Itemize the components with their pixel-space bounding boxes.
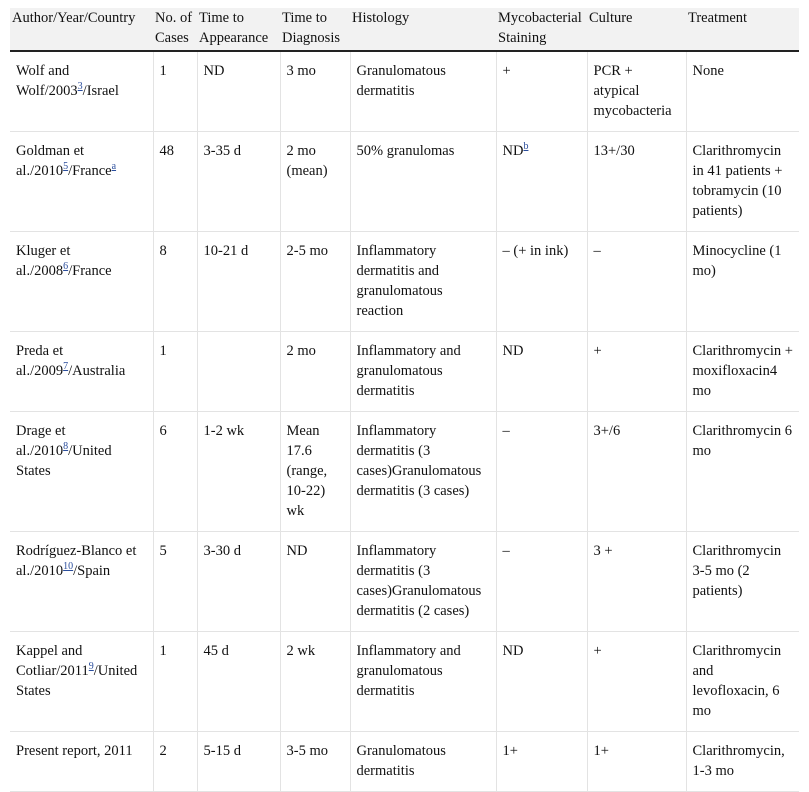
diagnosis-cell: 3-5 mo [280, 732, 350, 792]
treatment-cell: None [686, 51, 799, 132]
histology-cell: 50% granulomas [350, 132, 496, 232]
header-appearance: Time to Appearance [197, 8, 280, 51]
appearance-cell: 5-15 d [197, 732, 280, 792]
histology-cell: Inflammatory and granulomatous dermatitis [350, 632, 496, 732]
reference-link[interactable]: 7 [63, 361, 69, 373]
diagnosis-cell: 2 mo (mean) [280, 132, 350, 232]
cases-cell: 8 [153, 232, 197, 332]
diagnosis-cell: 2-5 mo [280, 232, 350, 332]
treatment-cell: Clarithromycin in 41 patients + tobramycin (10 patients) [686, 132, 799, 232]
culture-cell: + [587, 632, 686, 732]
cases-cell: 1 [153, 332, 197, 412]
staining-cell [496, 632, 587, 732]
diagnosis-cell: 3 mo [280, 51, 350, 132]
staining-cell [496, 51, 587, 132]
reference-link[interactable]: 5 [63, 161, 69, 173]
cases-cell: 2 [153, 732, 197, 792]
author-cell [10, 132, 153, 232]
author-cell [10, 332, 153, 412]
header-author: Author/Year/Country [10, 8, 153, 51]
author-country: /Israel [82, 83, 119, 99]
treatment-cell: Clarithromycin + moxifloxacin4 mo [686, 332, 799, 412]
staining-cell [496, 412, 587, 532]
treatment-cell: Clarithromycin 6 mo [686, 412, 799, 532]
header-treatment: Treatment [686, 8, 799, 51]
author-cell [10, 732, 153, 792]
appearance-cell: 45 d [197, 632, 280, 732]
cases-cell: 1 [153, 51, 197, 132]
author-name: Rodríguez-Blanco et al./2010 [16, 543, 137, 579]
author-country: /France [68, 263, 112, 279]
appearance-cell [197, 332, 280, 412]
author-country: /Australia [68, 363, 126, 379]
appearance-cell: 10-21 d [197, 232, 280, 332]
author-name: Present report, 2011 [16, 743, 133, 759]
appearance-cell: 3-30 d [197, 532, 280, 632]
author-name: Goldman et al./2010 [16, 143, 85, 179]
culture-cell: + [587, 332, 686, 412]
treatment-cell: Clarithromycin 3-5 mo (2 patients) [686, 532, 799, 632]
diagnosis-cell: 2 wk [280, 632, 350, 732]
treatment-cell: Clarithromycin and levofloxacin, 6 mo [686, 632, 799, 732]
header-row [10, 8, 799, 51]
culture-cell: 3 + [587, 532, 686, 632]
footnote-sup [112, 161, 116, 172]
table-header [10, 8, 799, 51]
table-row [10, 412, 799, 532]
cases-cell: 6 [153, 412, 197, 532]
case-table-container [10, 8, 799, 792]
treatment-cell: Clarithromycin, 1-3 mo [686, 732, 799, 792]
histology-cell: Inflammatory and granulomatous dermatitis [350, 332, 496, 412]
author-name: Kappel and Cotliar/2011 [16, 643, 89, 679]
table-row [10, 632, 799, 732]
staining-cell [496, 332, 587, 412]
cases-cell: 5 [153, 532, 197, 632]
culture-cell: 13+/30 [587, 132, 686, 232]
histology-cell: Granulomatous dermatitis [350, 732, 496, 792]
staining-value: ND [502, 643, 524, 659]
appearance-cell: ND [197, 51, 280, 132]
table-row [10, 232, 799, 332]
reference-link[interactable]: 3 [77, 81, 83, 93]
author-cell [10, 532, 153, 632]
staining-cell [496, 732, 587, 792]
author-name: Kluger et al./2008 [16, 243, 71, 279]
appearance-cell: 3-35 d [197, 132, 280, 232]
table-body [10, 51, 799, 792]
diagnosis-cell: Mean 17.6 (range, 10-22) wk [280, 412, 350, 532]
header-staining: Mycobacterial Staining [496, 8, 587, 51]
culture-cell: 3+/6 [587, 412, 686, 532]
appearance-cell: 1-2 wk [197, 412, 280, 532]
staining-value: – (+ in ink) [502, 243, 569, 259]
case-series-table [10, 8, 799, 792]
staining-value: 1+ [502, 743, 518, 759]
histology-cell: Granulomatous dermatitis [350, 51, 496, 132]
reference-link[interactable]: 6 [63, 261, 69, 273]
header-culture: Culture [587, 8, 686, 51]
staining-value: – [502, 543, 510, 559]
treatment-cell: Minocycline (1 mo) [686, 232, 799, 332]
author-cell [10, 632, 153, 732]
diagnosis-cell: ND [280, 532, 350, 632]
header-cases: No. of Cases [153, 8, 197, 51]
table-row [10, 51, 799, 132]
reference-link[interactable]: 10 [63, 561, 74, 573]
culture-cell: PCR + atypical mycobacteria [587, 51, 686, 132]
footnote-link[interactable]: b [523, 141, 529, 153]
author-cell [10, 232, 153, 332]
staining-cell [496, 532, 587, 632]
cases-cell: 48 [153, 132, 197, 232]
author-country: /France [68, 163, 112, 179]
author-country: /United States [16, 663, 138, 699]
table-row [10, 732, 799, 792]
histology-cell: Inflammatory dermatitis and granulomatous reaction [350, 232, 496, 332]
histology-cell: Inflammatory dermatitis (3 cases)Granulomatous dermatitis (2 cases) [350, 532, 496, 632]
staining-cell [496, 132, 587, 232]
staining-value: + [502, 63, 511, 79]
staining-value: – [502, 423, 510, 439]
culture-cell: – [587, 232, 686, 332]
header-histology: Histology [350, 8, 496, 51]
staining-value: ND [502, 143, 524, 159]
author-country: /United States [16, 443, 112, 479]
author-name: Drage et al./2010 [16, 423, 66, 459]
reference-link[interactable]: 9 [88, 661, 94, 673]
author-name: Preda et al./2009 [16, 343, 64, 379]
staining-cell [496, 232, 587, 332]
staining-value: ND [502, 343, 524, 359]
reference-sup [63, 561, 73, 572]
author-name: Wolf and Wolf/2003 [16, 63, 78, 99]
header-diagnosis: Time to Diagnosis [280, 8, 350, 51]
footnote-link[interactable]: a [111, 161, 117, 173]
table-row [10, 332, 799, 412]
diagnosis-cell: 2 mo [280, 332, 350, 412]
table-row [10, 532, 799, 632]
histology-cell: Inflammatory dermatitis (3 cases)Granulomatous dermatitis (3 cases) [350, 412, 496, 532]
footnote-sup [523, 141, 528, 152]
culture-cell: 1+ [587, 732, 686, 792]
author-cell [10, 51, 153, 132]
author-country: /Spain [73, 563, 111, 579]
reference-link[interactable]: 8 [63, 441, 69, 453]
table-row [10, 132, 799, 232]
author-cell [10, 412, 153, 532]
cases-cell: 1 [153, 632, 197, 732]
